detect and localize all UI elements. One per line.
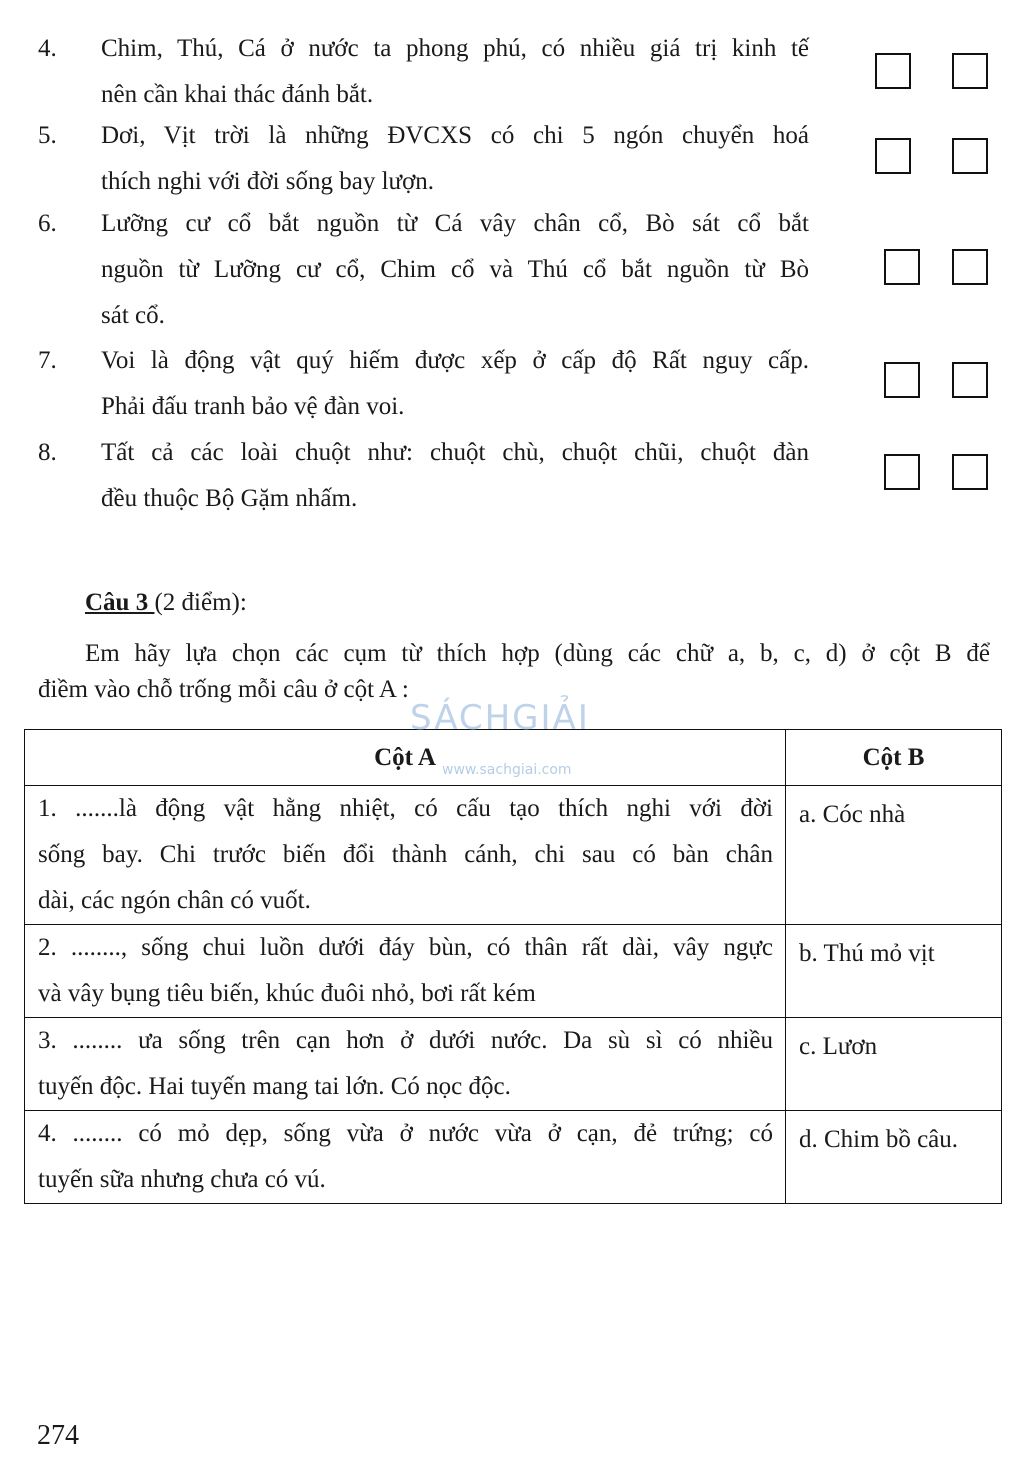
page-number: 274 xyxy=(37,1420,79,1451)
statement-line: Chim, Thú, Cá ở nước ta phong phú, có nhiều giá trị kinh tế xyxy=(101,35,809,62)
false-checkbox[interactable] xyxy=(952,138,988,174)
question-instructions xyxy=(38,636,990,708)
table-row xyxy=(25,925,1002,1018)
cell-line: 3. ........ ưa sống trên cạn hơn ở dưới nước. Da sù sì có nhiều xyxy=(38,1027,773,1054)
cell-line: tuyến sữa nhưng chưa có vú. xyxy=(38,1166,326,1193)
instruction-line: Em hãy lựa chọn các cụm từ thích hợp (dùng các chữ a, b, c, d) ở cột B để xyxy=(85,640,990,667)
option-text: d. Chim bồ câu. xyxy=(799,1126,959,1153)
statement-text xyxy=(101,430,809,522)
table-row xyxy=(25,1018,1002,1111)
watermark-logo: SÁCHGIẢI xyxy=(410,698,590,738)
statement-line: nên cần khai thác đánh bắt. xyxy=(101,81,374,108)
statement-line: Voi là động vật quý hiếm được xếp ở cấp độ Rất nguy cấp. xyxy=(101,347,809,374)
question-label: Câu 3 xyxy=(85,589,155,616)
statement-line: Dơi, Vịt trời là những ĐVCXS có chi 5 ngón chuyển hoá xyxy=(101,122,809,149)
cell-line: và vây bụng tiêu biến, khúc đuôi nhỏ, bơi rất kém xyxy=(38,980,536,1007)
column-a-cell xyxy=(25,1111,786,1204)
question-points: (2 điểm): xyxy=(154,589,247,616)
statement-number: 7. xyxy=(38,347,57,374)
false-checkbox[interactable] xyxy=(952,53,988,89)
option-text: a. Cóc nhà xyxy=(799,801,906,828)
statement-line: Lưỡng cư cổ bắt nguồn từ Cá vây chân cổ, Bò sát cổ bắt xyxy=(101,210,809,237)
statement-number: 8. xyxy=(38,439,57,466)
instruction-line: điềm vào chỗ trống mỗi câu ở cột A : xyxy=(38,676,409,703)
option-text: b. Thú mỏ vịt xyxy=(799,940,935,967)
table-row xyxy=(25,786,1002,925)
cell-line: 4. ........ có mỏ dẹp, sống vừa ở nước vừa ở cạn, đẻ trứng; có xyxy=(38,1120,773,1147)
statement-text xyxy=(101,113,809,205)
column-a-cell xyxy=(25,925,786,1018)
statement-number: 4. xyxy=(38,35,57,62)
column-b-cell xyxy=(786,925,1002,1018)
cell-line: 2. ........, sống chui luồn dưới đáy bùn, có thân rất dài, vây ngực xyxy=(38,934,773,961)
statement-line: Tất cả các loài chuột như: chuột chù, chuột chũi, chuột đàn xyxy=(101,439,809,466)
column-b-cell xyxy=(786,1018,1002,1111)
question-heading xyxy=(85,585,247,621)
false-checkbox[interactable] xyxy=(952,249,988,285)
true-checkbox[interactable] xyxy=(884,249,920,285)
true-checkbox[interactable] xyxy=(884,454,920,490)
cell-line: tuyến độc. Hai tuyến mang tai lớn. Có nọc độc. xyxy=(38,1073,511,1100)
column-a-header: Cột A xyxy=(25,730,786,786)
watermark-url: www.sachgiai.com xyxy=(442,762,572,778)
table-header-row xyxy=(25,730,1002,786)
statement-line: nguồn từ Lưỡng cư cổ, Chim cổ và Thú cổ bắt nguồn từ Bò xyxy=(101,256,809,283)
false-checkbox[interactable] xyxy=(952,454,988,490)
true-checkbox[interactable] xyxy=(875,53,911,89)
cell-line: sống bay. Chi trước biến đổi thành cánh, chi sau có bàn chân xyxy=(38,841,773,868)
statement-text xyxy=(101,201,809,339)
true-checkbox[interactable] xyxy=(875,138,911,174)
false-checkbox[interactable] xyxy=(952,362,988,398)
option-text: c. Lươn xyxy=(799,1033,878,1060)
table-row xyxy=(25,1111,1002,1204)
statement-text xyxy=(101,338,809,430)
statement-line: Phải đấu tranh bảo vệ đàn voi. xyxy=(101,393,405,420)
statement-number: 5. xyxy=(38,122,57,149)
column-a-cell xyxy=(25,786,786,925)
column-b-cell xyxy=(786,786,1002,925)
statement-line: thích nghi với đời sống bay lượn. xyxy=(101,168,435,195)
cell-line: 1. .......là động vật hằng nhiệt, có cấu tạo thích nghi với đời xyxy=(38,795,773,822)
cell-line: dài, các ngón chân có vuốt. xyxy=(38,887,311,914)
column-a-cell xyxy=(25,1018,786,1111)
statement-line: đều thuộc Bộ Gặm nhấm. xyxy=(101,485,358,512)
column-b-header: Cột B xyxy=(786,730,1002,786)
statement-line: sát cổ. xyxy=(101,302,165,329)
matching-table xyxy=(24,729,1002,1204)
statement-text xyxy=(101,26,809,118)
column-b-cell xyxy=(786,1111,1002,1204)
true-checkbox[interactable] xyxy=(884,362,920,398)
statement-number: 6. xyxy=(38,210,57,237)
